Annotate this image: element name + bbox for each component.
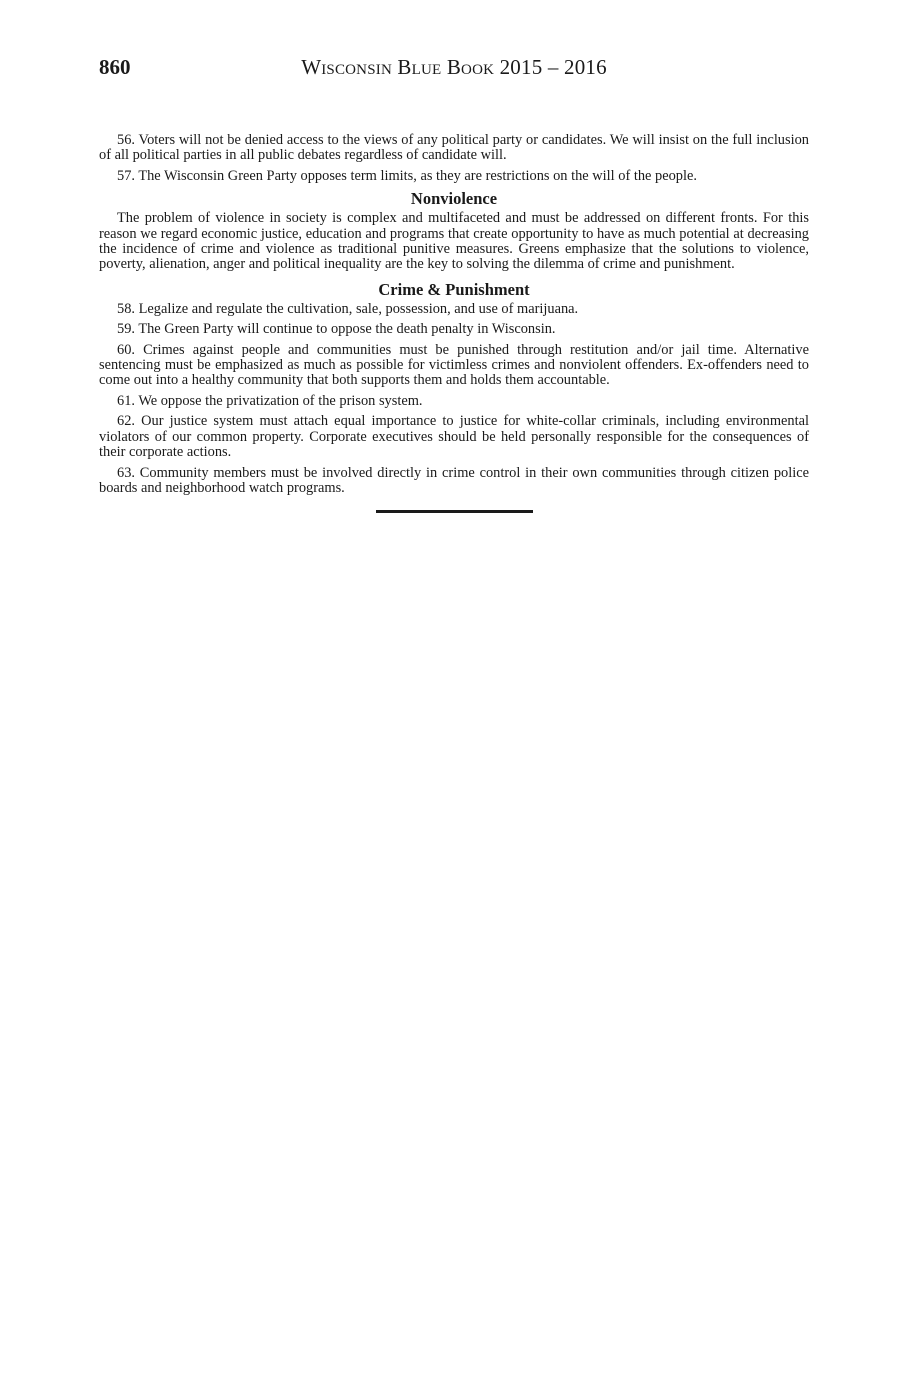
paragraph-63: 63. Community members must be involved directly in crime control in their own communities through citizen police boards and neighborhood watch programs.: [99, 464, 809, 496]
book-title: Wisconsin Blue Book 2015 – 2016: [301, 55, 607, 79]
page-number: 860: [99, 55, 131, 79]
running-head: [99, 54, 809, 82]
paragraph-57: 57. The Wisconsin Green Party opposes term limits, as they are restrictions on the will of the people.: [117, 167, 697, 184]
section-heading-nonviolence: Nonviolence: [410, 189, 498, 209]
paragraph-59: 59. The Green Party will continue to oppose the death penalty in Wisconsin.: [117, 321, 556, 338]
paragraph-58: 58. Legalize and regulate the cultivation, sale, possession, and use of marijuana.: [117, 300, 579, 317]
section-end-rule: [376, 510, 533, 513]
paragraph-62: 62. Our justice system must attach equal importance to justice for white-collar criminals, including environmental violators of our common property. Corporate executives should be held personally responsible for the consequences of their corporate actions.: [99, 413, 809, 461]
paragraph-60: 60. Crimes against people and communities must be punished through restitution and/or jail time. Alternative sentencing must be emphasized as much as possible for victimless crimes and nonviolent offenders. Ex-offenders need to come out into a healthy community that both supports them and holds them accountable.: [99, 341, 809, 389]
paragraph-61: 61. We oppose the privatization of the prison system.: [117, 392, 423, 409]
nonviolence-paragraph: The problem of violence in society is complex and multifaceted and must be addressed on different fronts. For this reason we regard economic justice, education and programs that create opportunity to have as much potential at decreasing the incidence of crime and violence as traditional punitive measures. Greens emphasize that the solutions to violence, poverty, alienation, anger and political inequality are the key to solving the dilemma of crime and punishment.: [99, 210, 809, 273]
paragraph-56: 56. Voters will not be denied access to the views of any political party or candidates. We will insist on the full inclusion of all political parties in all public debates regardless of candidate will.: [99, 132, 809, 164]
page-content: [99, 133, 809, 513]
section-heading-crime-punishment: Crime & Punishment: [378, 279, 530, 299]
